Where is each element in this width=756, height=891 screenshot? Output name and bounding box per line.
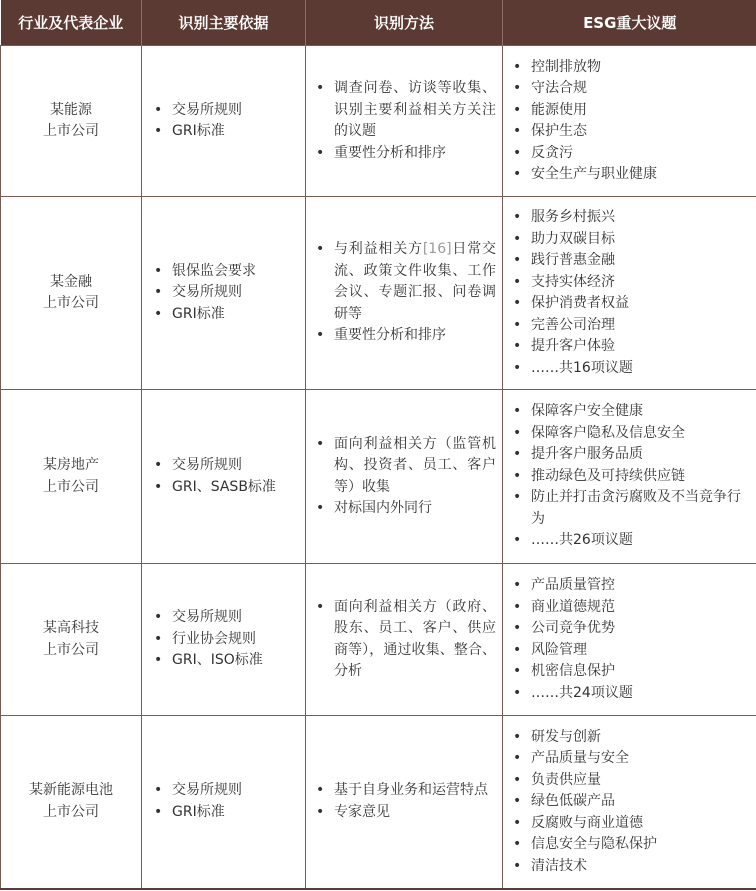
list-item: • 完善公司治理 (531, 315, 748, 337)
list-item: • 推动绿色及可持续供应链 (531, 466, 748, 488)
list-item: • 服务乡村振兴 (531, 207, 748, 229)
list-item: • GRI、SASB标准 (172, 477, 305, 499)
topics-cell (503, 390, 756, 564)
list-item: • 交易所规则 (172, 282, 305, 304)
list-item: • 反贪污 (531, 143, 748, 165)
header-topics: ESG重大议题 (503, 0, 756, 46)
list-item: • 交易所规则 (172, 780, 305, 802)
list-item: • 清洁技术 (531, 856, 748, 878)
topics-cell (503, 564, 756, 716)
header-method: 识别方法 (306, 0, 503, 46)
list-item: • 保护消费者权益 (531, 293, 748, 315)
list-item: • 专家意见 (334, 802, 496, 824)
list-item: • ……共26项议题 (531, 530, 748, 552)
list-item: • 重要性分析和排序 (334, 143, 496, 165)
table-header-row (1, 0, 756, 46)
list-item: • 对标国内外同行 (334, 498, 496, 520)
list-item: • 机密信息保护 (531, 661, 748, 683)
company-name: 某金融 (50, 273, 92, 290)
method-cell (306, 716, 503, 889)
company-name: 某高科技 (43, 620, 99, 636)
company-name: 某能源 (50, 101, 92, 118)
list-item: • 践行普惠金融 (531, 250, 748, 272)
method-text-rest: 日常交流、政策文件收集、工作会议、专题汇报、问卷调研等 (334, 241, 497, 322)
list-item: • GRI、ISO标准 (172, 650, 305, 672)
table-row (1, 564, 756, 716)
topics-cell (503, 197, 756, 390)
list-item: • ……共16项议题 (531, 358, 748, 380)
list-item: • GRI标准 (172, 121, 305, 143)
list-item: • 保障客户隐私及信息安全 (531, 423, 748, 445)
list-item: • 控制排放物 (531, 57, 748, 79)
list-item: • 基于自身业务和运营特点 (334, 780, 496, 802)
basis-cell (142, 390, 306, 564)
list-item: • 面向利益相关方（政府、股东、员工、客户、供应商等），通过收集、整合、分析 (334, 597, 496, 683)
company-name: 某房地产 (43, 457, 99, 473)
table-row (1, 197, 756, 390)
header-company: 行业及代表企业 (1, 0, 142, 46)
company-type: 上市公司 (43, 478, 99, 495)
company-cell (1, 197, 142, 390)
list-item: • 银保监会要求 (172, 261, 305, 283)
table-row (1, 716, 756, 889)
list-item: • 风险管理 (531, 640, 748, 662)
basis-cell (142, 46, 306, 197)
company-type: 上市公司 (43, 123, 99, 139)
company-name: 某新能源电池 (29, 782, 113, 799)
company-type: 上市公司 (43, 295, 99, 311)
list-item: • 行业协会规则 (172, 629, 305, 651)
company-cell (1, 46, 142, 197)
company-cell (1, 564, 142, 716)
list-item: • 研发与创新 (531, 727, 748, 749)
list-item: • 产品质量管控 (531, 575, 748, 597)
list-item: • 产品质量与安全 (531, 748, 748, 770)
company-type: 上市公司 (43, 803, 99, 820)
company-type: 上市公司 (43, 641, 99, 658)
method-cell (306, 46, 503, 197)
citation-ref[interactable]: [16] (422, 241, 452, 258)
basis-cell (142, 564, 306, 716)
list-item: • 保障客户安全健康 (531, 401, 748, 423)
topics-cell (503, 716, 756, 889)
method-cell (306, 390, 503, 564)
company-cell (1, 716, 142, 889)
list-item: • 负责供应量 (531, 770, 748, 792)
list-item: • 调查问卷、访谈等收集、识别主要利益相关方关注的议题 (334, 78, 496, 143)
topics-cell (503, 46, 756, 197)
list-item: • 交易所规则 (172, 100, 305, 122)
list-item: • 反腐败与商业道德 (531, 813, 748, 835)
list-item: • 面向利益相关方（监管机构、投资者、员工、客户等）收集 (334, 434, 496, 499)
method-text: 与利益相关方 (334, 241, 423, 258)
list-item: • 提升客户体验 (531, 336, 748, 358)
list-item: • 守法合规 (531, 78, 748, 100)
basis-cell (142, 716, 306, 889)
list-item: • 支持实体经济 (531, 272, 748, 294)
list-item: • 商业道德规范 (531, 597, 748, 619)
list-item: • 防止并打击贪污腐败及不当竞争行为 (531, 487, 748, 530)
table-row (1, 390, 756, 564)
list-item: • 提升客户服务品质 (531, 444, 748, 466)
list-item: • GRI标准 (172, 802, 305, 824)
list-item: • 安全生产与职业健康 (531, 164, 748, 186)
method-cell (306, 564, 503, 716)
list-item: • 交易所规则 (172, 455, 305, 477)
table-row (1, 46, 756, 197)
header-basis: 识别主要依据 (142, 0, 306, 46)
list-item: • 保护生态 (531, 121, 748, 143)
company-cell (1, 390, 142, 564)
list-item: • 公司竞争优势 (531, 618, 748, 640)
basis-cell (142, 197, 306, 390)
list-item: • 交易所规则 (172, 607, 305, 629)
list-item: • GRI标准 (172, 304, 305, 326)
list-item: • ……共24项议题 (531, 683, 748, 705)
list-item (334, 239, 496, 325)
list-item: • 绿色低碳产品 (531, 791, 748, 813)
list-item: • 能源使用 (531, 100, 748, 122)
list-item: • 重要性分析和排序 (334, 325, 496, 347)
list-item: • 助力双碳目标 (531, 229, 748, 251)
list-item: • 信息安全与隐私保护 (531, 834, 748, 856)
method-cell (306, 197, 503, 390)
